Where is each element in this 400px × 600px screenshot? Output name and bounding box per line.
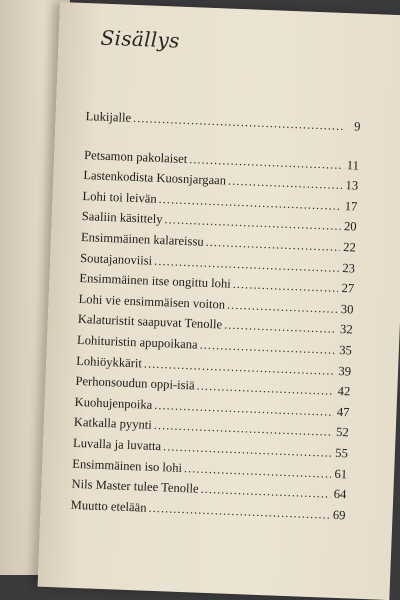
toc-leader-dots xyxy=(133,111,345,134)
toc-entry-page: 20 xyxy=(343,219,357,234)
book-page xyxy=(38,2,400,600)
toc-entry-page: 11 xyxy=(346,157,360,173)
toc-entry-page: 55 xyxy=(335,445,349,461)
toc-entry xyxy=(85,109,361,140)
toc-entry-page: 52 xyxy=(335,425,349,440)
toc-entry-page: 23 xyxy=(342,260,356,276)
toc-entry-page: 22 xyxy=(342,240,357,255)
toc-entry-page: 17 xyxy=(344,198,358,214)
toc-entry-page: 27 xyxy=(341,281,355,296)
toc-entry-page: 47 xyxy=(336,404,350,420)
toc-leader-dots xyxy=(228,174,343,193)
toc-entry-title: Muutto etelään xyxy=(70,497,147,515)
table-of-contents xyxy=(70,109,361,529)
toc-leader-dots xyxy=(224,318,337,337)
toc-entry-title: Kalaturistit saapuvat Tenolle xyxy=(77,312,223,332)
toc-entry-title: Perhonsoudun oppi-isiä xyxy=(75,374,195,393)
toc-entry-page: 39 xyxy=(338,363,352,378)
toc-entry-title: Kuohujenpoika xyxy=(74,394,153,412)
toc-entry-title: Lohituristin apupoikana xyxy=(76,332,198,352)
toc-entry-page: 61 xyxy=(334,466,348,481)
toc-entry-title: Lohi toi leivän xyxy=(82,188,157,206)
toc-entry-page: 35 xyxy=(338,342,353,358)
toc-leader-dots xyxy=(232,277,338,296)
toc-entry-page: 69 xyxy=(332,507,346,523)
toc-entry-title: Lukijalle xyxy=(85,109,132,125)
toc-entry-page: 64 xyxy=(333,486,347,502)
toc-entry-title: Lastenkodista Kuosnjargaan xyxy=(83,168,227,188)
toc-entry-title: Lohi vie ensimmäisen voiton xyxy=(78,291,226,312)
toc-entry-title: Petsamon pakolaiset xyxy=(83,147,188,166)
toc-entry-page: 30 xyxy=(340,301,354,317)
page-title: Sisällys xyxy=(100,25,181,53)
toc-entry-title: Katkalla pyynti xyxy=(73,415,153,433)
toc-entry-title: Nils Master tulee Tenolle xyxy=(71,476,199,496)
toc-entry-title: Saaliin käsittely xyxy=(81,209,163,227)
toc-entry-title: Ensimmäinen itse ongittu lohi xyxy=(79,271,232,291)
toc-entry-title: Ensimmäinen iso lohi xyxy=(72,456,183,475)
toc-entry-page: 32 xyxy=(339,322,353,337)
toc-entry-title: Lohiöykkärit xyxy=(75,353,143,370)
toc-entry-page: 9 xyxy=(353,119,361,134)
toc-entry-title: Ensimmäinen kalareissu xyxy=(80,229,204,249)
toc-entry-page: 13 xyxy=(345,178,359,193)
toc-entry-title: Luvalla ja luvatta xyxy=(72,435,162,454)
toc-entry-page: 42 xyxy=(337,384,351,399)
toc-leader-dots xyxy=(189,152,343,173)
toc-entry-title: Soutajanoviisi xyxy=(79,250,153,268)
toc-leader-dots xyxy=(227,297,338,316)
